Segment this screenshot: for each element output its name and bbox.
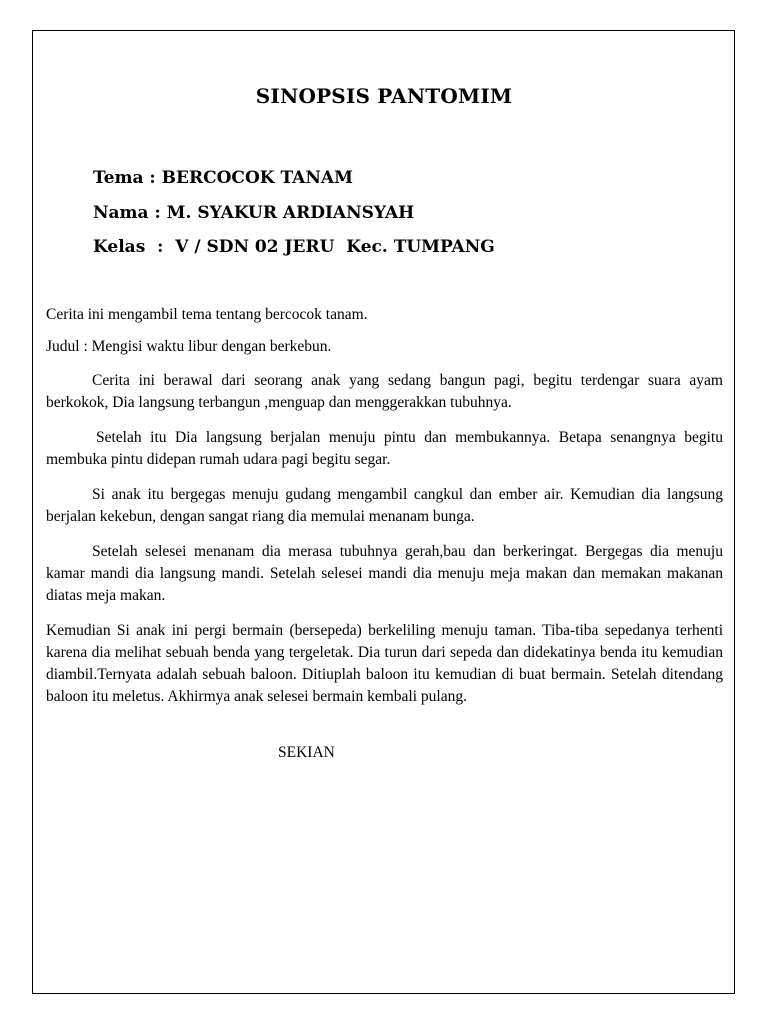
intro-line: Cerita ini mengambil tema tentang bercocok tanam. — [46, 306, 368, 323]
document-title: SINOPSIS PANTOMIM — [255, 84, 513, 108]
nama-line: Nama : M. SYAKUR ARDIANSYAH — [93, 203, 415, 223]
paragraph-5: Kemudian Si anak ini pergi bermain (bersepeda) berkeliling menuju taman. Tiba-tiba sepedanya terhenti karena dia melihat sebuah benda yang tergeletak. Dia turun dari sepeda dan didekatinya benda itu kemudian diambil.Ternyata adalah sebuah baloon. Ditiuplah baloon itu kemudian di buat bermain. Setelah ditendang baloon itu meletus. Akhirmya anak selesei bermain kembali pulang. — [46, 622, 723, 705]
paragraph-2: Setelah itu Dia langsung berjalan menuju pintu dan membukannya. Betapa senangnya begitu membuka pintu didepan rumah udara pagi begitu segar. — [46, 429, 723, 468]
tema-line: Tema : BERCOCOK TANAM — [93, 168, 353, 188]
kelas-line: Kelas : V / SDN 02 JERU Kec. TUMPANG — [93, 237, 495, 257]
judul-line: Judul : Mengisi waktu libur dengan berkebun. — [46, 338, 332, 355]
closing-text: SEKIAN — [278, 744, 335, 761]
paragraph-1: Cerita ini berawal dari seorang anak yang sedang bangun pagi, begitu terdengar suara ayam berkokok, Dia langsung terbangun ,menguap dan menggerakkan tubuhnya. — [46, 372, 723, 411]
paragraph-3: Si anak itu bergegas menuju gudang mengambil cangkul dan ember air. Kemudian dia langsung berjalan kekebun, dengan sangat riang dia memulai menanam bunga. — [46, 486, 723, 525]
paragraph-4: Setelah selesei menanam dia merasa tubuhnya gerah,bau dan berkeringat. Bergegas dia menuju kamar mandi dia langsung mandi. Setelah selesei mandi dia menuju meja makan dan memakan makanan diatas meja makan. — [46, 543, 723, 604]
